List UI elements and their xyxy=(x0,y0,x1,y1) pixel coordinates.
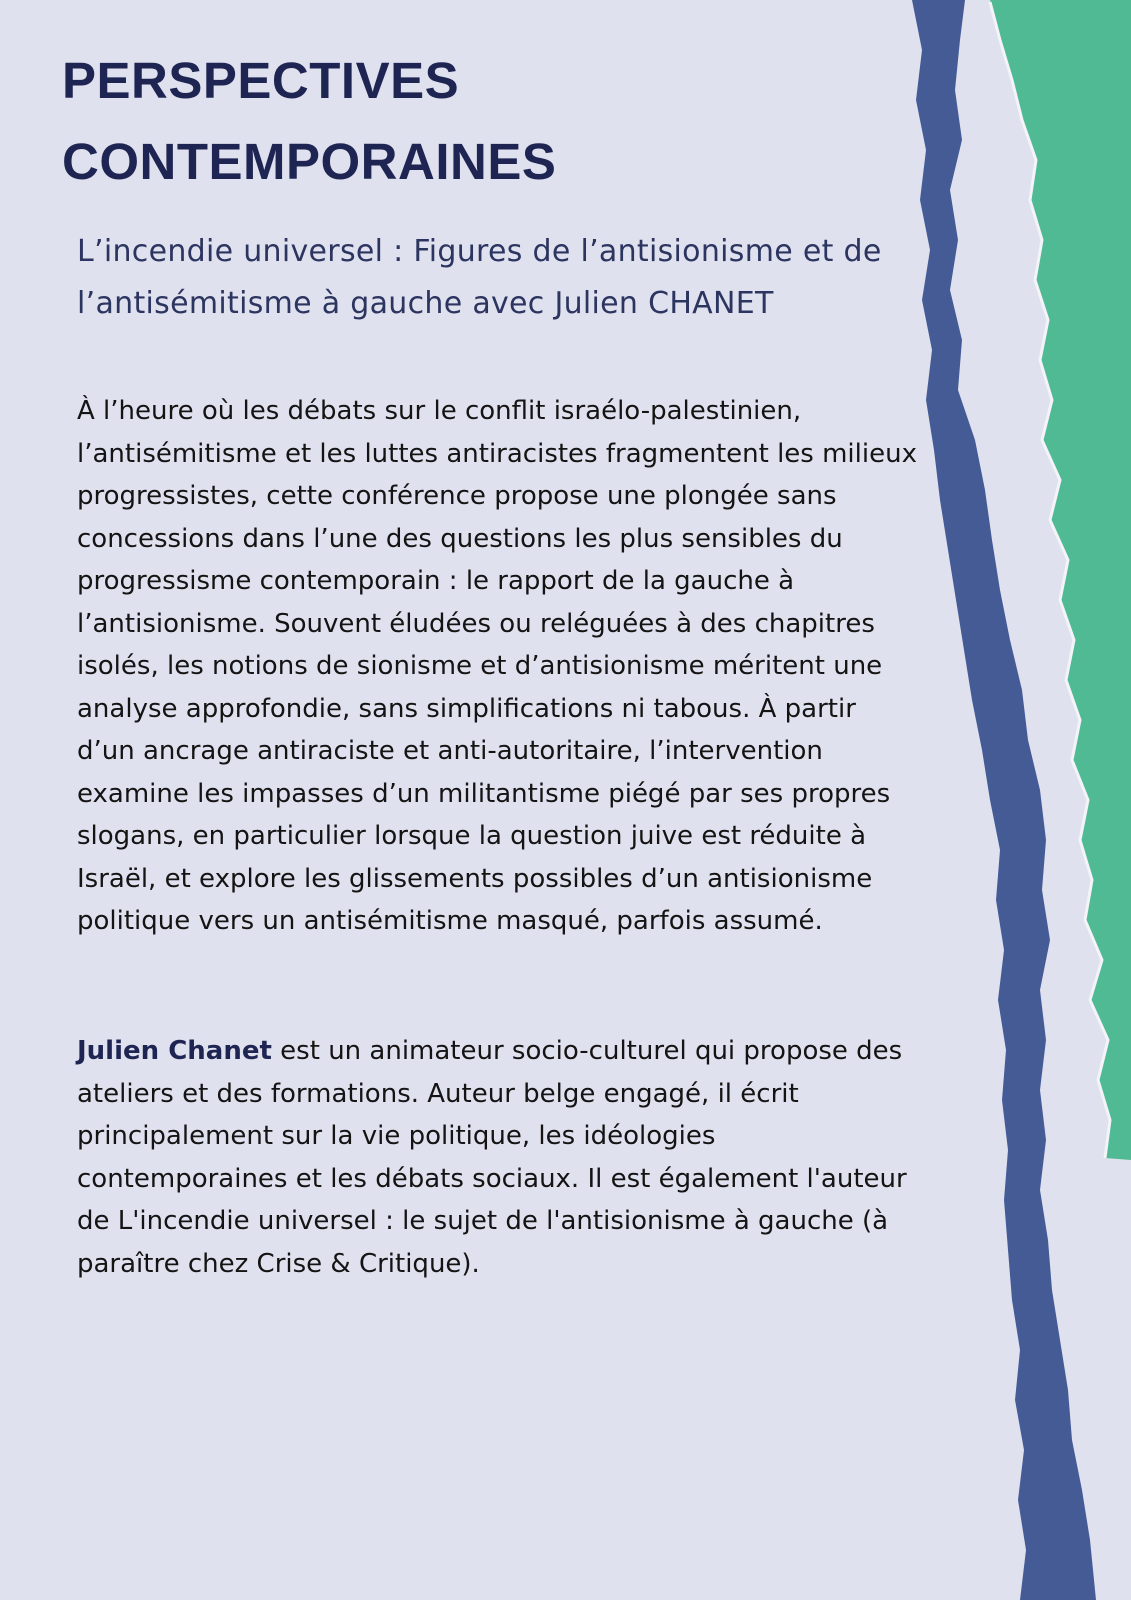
speaker-name: Julien Chanet xyxy=(77,1036,272,1066)
event-subtitle: L’incendie universel : Figures de l’antisionisme et de l’antisémitisme à gauche avec Julien CHANET xyxy=(77,234,882,321)
speaker-bio-text: est un animateur socio-culturel qui propose des ateliers et des formations. Auteur belge engagé, il écrit principalement sur la vie politique, les idéologies contemporaines et les débats sociaux. Il est également l'auteur de L'incendie universel : le sujet de l'antisionisme à gauche (à paraître chez Crise & Critique). xyxy=(77,1036,907,1279)
speaker-bio xyxy=(77,1030,917,1285)
page-title: PERSPECTIVES CONTEMPORAINES xyxy=(62,52,557,190)
event-description: À l’heure où les débats sur le conflit israélo-palestinien, l’antisémitisme et les luttes antiracistes fragmentent les milieux progressistes, cette conférence propose une plongée sans concessions dans l’une des questions les plus sensibles du progressisme contemporain : le rapport de la gauche à l’antisionisme. Souvent éludées ou reléguées à des chapitres isolés, les notions de sionisme et d’antisionisme méritent une analyse approfondie, sans simplifications ni tabous. À partir d’un ancrage antiraciste et anti-autoritaire, l’intervention examine les impasses d’un militantisme piégé par ses propres slogans, en particulier lorsque la question juive est réduite à Israël, et explore les glissements possibles d’un antisionisme politique vers un antisémitisme masqué, parfois assumé. xyxy=(77,396,917,936)
